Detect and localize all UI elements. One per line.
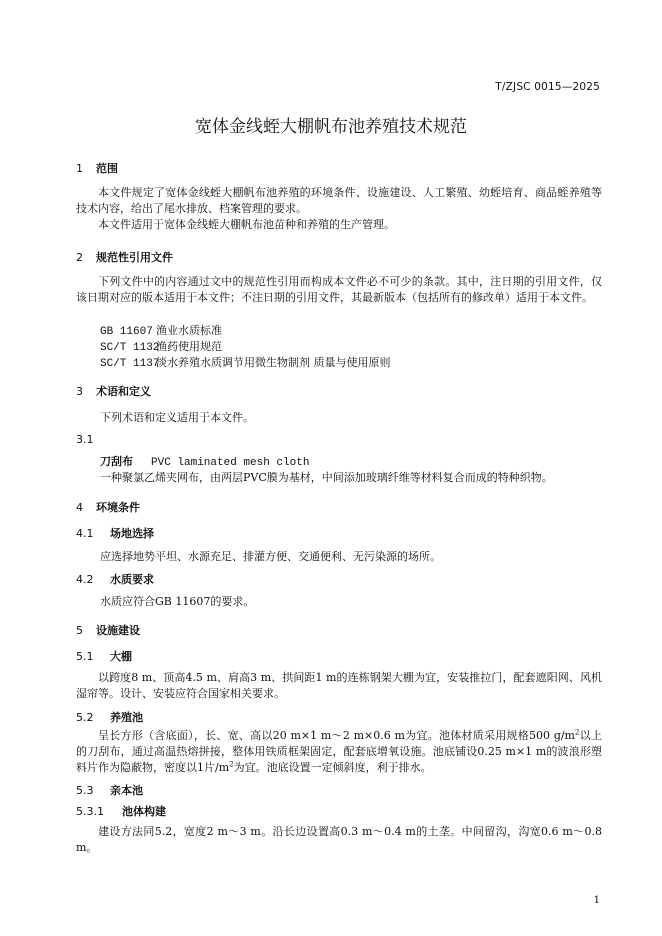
subsection-5-1-heading [76, 648, 132, 664]
term-number: 3.1 [76, 433, 94, 446]
reference-item [100, 322, 222, 338]
paragraph: 本文件规定了宽体金线蛭大棚帆布池养殖的环境条件、设施建设、人工繁殖、幼蛭培育、商品蛭养殖等技术内容，给出了尾水排放、档案管理的要求。 [76, 186, 602, 215]
subsection-number: 5.3.1 [76, 805, 104, 818]
subsection-4-2-heading [76, 571, 154, 587]
subsection-5-2-heading [76, 709, 143, 725]
paragraph: 下列术语和定义适用于本文件。 [100, 411, 254, 424]
section-4-heading [76, 499, 140, 515]
reference-code: SC/T 1132 [100, 342, 160, 354]
section-2-heading [76, 249, 173, 265]
section-3-heading [76, 383, 151, 399]
section-title: 规范性引用文件 [96, 251, 173, 264]
section-title: 术语和定义 [96, 385, 151, 398]
section-number: 2 [76, 251, 83, 264]
paragraph: 以跨度8 m、顶高4.5 m、肩高3 m、拱间距1 m的连栋钢架大棚为宜，安装推拉门，配套遮阳网、风机湿帘等。设计、安装应符合国家相关要求。 [76, 671, 602, 700]
text-run: 为宜。池底设置一定倾斜度，利于排水。 [233, 761, 432, 774]
section-5-heading [76, 622, 140, 638]
reference-code: GB 11607 [100, 326, 153, 338]
paragraph [76, 728, 602, 776]
section-1-heading [76, 160, 118, 176]
page-number: 1 [593, 895, 600, 906]
subsection-5-3-1-body [76, 824, 602, 856]
subsection-number: 5.1 [76, 650, 94, 663]
paragraph: 建设方法同5.2，宽度2 m～3 m。沿长边设置高0.3 m～0.4 m的土垄。中间留沟，沟宽0.6 m～0.8 m。 [76, 825, 602, 854]
superscript: 2 [229, 760, 234, 769]
reference-item [100, 338, 222, 354]
section-number: 3 [76, 385, 83, 398]
term-definition: 一种聚氯乙烯夹网布，由两层PVC膜为基材，中间添加玻璃纤维等材料复合而成的特种织物。 [100, 471, 553, 484]
term-chinese: 刀刮布 [100, 455, 133, 468]
paragraph: 水质应符合GB 11607的要求。 [100, 595, 255, 608]
subsection-title: 水质要求 [110, 573, 154, 586]
section-title: 环境条件 [96, 501, 140, 514]
subsection-title: 亲本池 [110, 784, 143, 797]
subsection-title: 养殖池 [110, 711, 143, 724]
paragraph: 下列文件中的内容通过文中的规范性引用而构成本文件必不可少的条款。其中，注日期的引用文件，仅该日期对应的版本适用于本文件；不注日期的引用文件，其最新版本（包括所有的修改单）适用于本文件。 [76, 275, 602, 304]
term-english: PVC laminated mesh cloth [151, 457, 310, 469]
section-title: 设施建设 [96, 624, 140, 637]
reference-item [100, 354, 391, 370]
subsection-title: 场地选择 [110, 527, 154, 540]
subsection-5-2-body [76, 728, 602, 776]
section-number: 5 [76, 624, 83, 637]
reference-name: 淡水养殖水质调节用微生物制剂 质量与使用原则 [156, 356, 391, 369]
subsection-title: 大棚 [110, 650, 132, 663]
subsection-number: 4.2 [76, 573, 94, 586]
reference-name: 渔业水质标准 [156, 324, 222, 337]
section-number: 1 [76, 162, 83, 175]
subsection-number: 5.2 [76, 711, 94, 724]
subsection-5-1-body [76, 670, 602, 702]
subsection-5-3-heading [76, 782, 143, 798]
text-run: 以上的刀刮布，通过高温热熔拼接，整体用铁质框架固定，配套底增氧设施。池底铺设0.25 m×1 m的波浪形塑料片作为隐蔽物，密度以1片/m [76, 729, 602, 774]
subsection-4-1-heading [76, 525, 154, 541]
subsection-number: 4.1 [76, 527, 94, 540]
section-1-body [76, 185, 602, 233]
subsection-number: 5.3 [76, 784, 94, 797]
document-title: 宽体金线蛭大棚帆布池养殖技术规范 [195, 117, 467, 137]
paragraph: 应选择地势平坦、水源充足、排灌方便、交通便利、无污染源的场所。 [100, 550, 441, 563]
subsection-title: 池体构建 [122, 805, 166, 818]
standard-code: T/ZJSC 0015—2025 [495, 81, 600, 93]
paragraph: 本文件适用于宽体金线蛭大棚帆布池苗种和养殖的生产管理。 [98, 218, 395, 231]
section-2-body [76, 274, 602, 306]
section-number: 4 [76, 501, 83, 514]
term-heading [100, 453, 309, 469]
reference-code: SC/T 1137 [100, 358, 160, 370]
reference-name: 渔药使用规范 [156, 340, 222, 353]
section-title: 范围 [96, 162, 118, 175]
subsection-5-3-1-heading [76, 803, 166, 819]
superscript: 2 [575, 728, 580, 737]
text-run: 呈长方形（含底面），长、宽、高以20 m×1 m～2 m×0.6 m为宜。池体材质采用规格500 g/m [98, 729, 575, 742]
